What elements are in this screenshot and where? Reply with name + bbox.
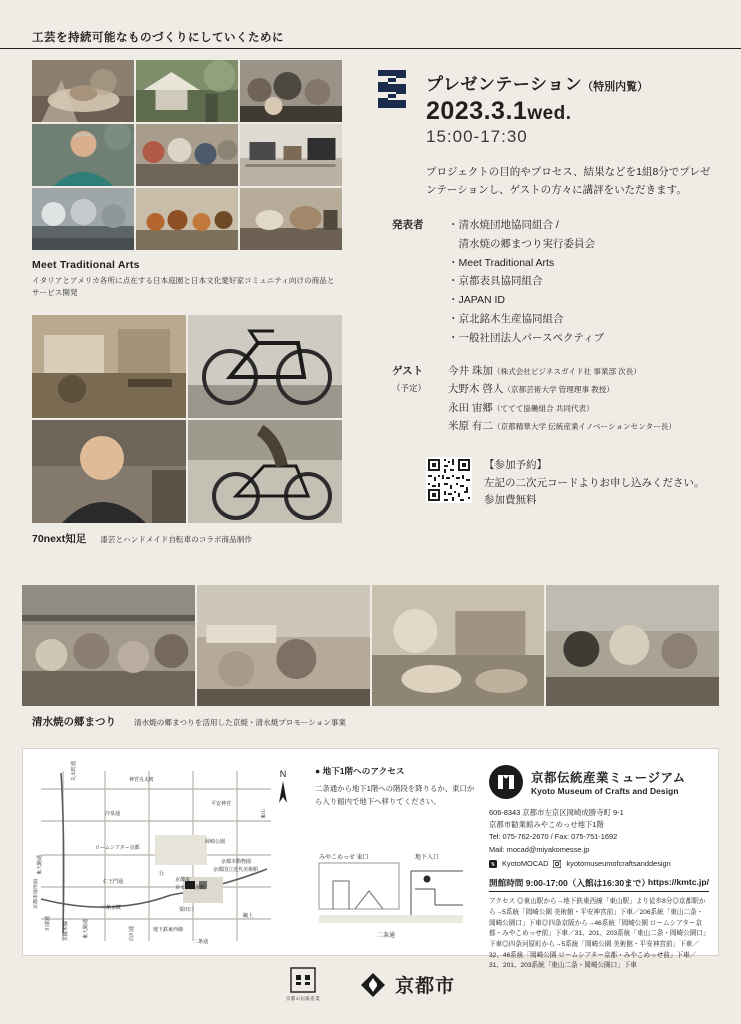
guests-block bbox=[392, 362, 719, 436]
guest-note: （株式会社ビジネスガイド社 事業部 次長） bbox=[492, 366, 641, 376]
apply-text bbox=[484, 457, 705, 509]
svg-text:川端通: 川端通 bbox=[45, 915, 51, 931]
sns-handle-2[interactable]: kyotomuseumofcraftsanddesign bbox=[566, 858, 671, 868]
presentation-title-row bbox=[426, 60, 648, 95]
guest-name: 大野木 啓人 bbox=[448, 383, 504, 396]
photo-bicycle-rider bbox=[188, 420, 342, 523]
svg-text:岡崎公園: 岡崎公園 bbox=[205, 839, 226, 845]
project-1-title: Meet Traditional Arts bbox=[32, 259, 140, 271]
svg-text:蹴上: 蹴上 bbox=[243, 913, 254, 919]
svg-text:三条京阪: 三条京阪 bbox=[101, 905, 122, 911]
museum-info bbox=[489, 765, 709, 972]
presentation-body: プロジェクトの目的やプロセス、結果などを1組8分でプレゼンテーションし、ゲストの方々に講評をいただきます。 bbox=[426, 166, 711, 197]
presentation-header bbox=[372, 60, 719, 147]
museum-name-ja: 京都伝統産業ミュージアム bbox=[531, 771, 686, 785]
svg-text:粟田口: 粟田口 bbox=[179, 907, 195, 913]
museum-hours: 開館時間 9:00-17:00（入館は16:30まで） bbox=[489, 878, 650, 889]
access-info-box bbox=[22, 748, 719, 970]
museum-mail: Mail: mocad@miyakomesse.jp bbox=[489, 844, 590, 854]
svg-text:ロームシアター京都: ロームシアター京都 bbox=[95, 845, 140, 851]
photo-lacquer-workshop bbox=[32, 315, 186, 418]
guests-label-sub: （予定） bbox=[392, 382, 427, 393]
footer bbox=[0, 967, 741, 1002]
photo-festival-street bbox=[22, 585, 195, 706]
left-column bbox=[32, 60, 342, 546]
apply-block bbox=[426, 457, 719, 509]
presentation-panel bbox=[372, 60, 719, 509]
sns-handle-1[interactable]: KyotoMOCAD bbox=[502, 858, 549, 868]
speakers-list bbox=[448, 216, 604, 348]
svg-text:京都市役所前: 京都市役所前 bbox=[33, 878, 39, 909]
project-2-caption bbox=[32, 531, 342, 546]
photo-portrait-man bbox=[32, 124, 134, 186]
svg-text:京セラ美術館: 京セラ美術館 bbox=[175, 885, 206, 891]
page-title: 工芸を持続可能なものづくりにしていくために bbox=[32, 32, 284, 44]
museum-tel: Tel: 075-762-2670 / Fax: 075-751-1692 bbox=[489, 832, 618, 842]
guests-label-text: ゲスト bbox=[392, 364, 424, 377]
photo-festival-pottery bbox=[372, 585, 545, 706]
station-entrance-diagram bbox=[315, 849, 480, 941]
svg-text:二条通: 二条通 bbox=[193, 939, 209, 945]
access-text: 二条通から地下1階への階段を降りるか、東口から入り館内で地下へ移りてください。 bbox=[315, 784, 475, 806]
kyoto-city-logo bbox=[360, 971, 455, 998]
photo-craft-objects bbox=[240, 188, 342, 250]
access-column bbox=[315, 765, 475, 808]
svg-text:東山: 東山 bbox=[261, 808, 267, 819]
header-divider bbox=[0, 48, 741, 49]
list-item bbox=[448, 417, 676, 435]
museum-hours-row bbox=[489, 877, 709, 892]
presentation-date: 2023.3.1 bbox=[426, 97, 528, 125]
project-3-title: 清水焼の郷まつり bbox=[32, 716, 116, 728]
s-mark-logo-icon bbox=[372, 66, 412, 112]
svg-text:冷泉通: 冷泉通 bbox=[105, 811, 121, 817]
photo-workbench-tools bbox=[240, 124, 342, 186]
list-item: ・JAPAN ID bbox=[448, 294, 505, 307]
svg-text:丸太町通: 丸太町通 bbox=[71, 760, 77, 781]
svg-text:京都市: 京都市 bbox=[175, 877, 191, 883]
svg-text:東大路通: 東大路通 bbox=[83, 918, 89, 939]
twitter-icon bbox=[489, 860, 497, 868]
address-line-1: 606-8343 京都市左京区岡崎成勝寺町 9-1 bbox=[489, 808, 624, 817]
museum-header bbox=[489, 765, 709, 799]
photo-tea-canisters bbox=[136, 188, 238, 250]
list-item bbox=[448, 399, 676, 417]
area-map bbox=[33, 759, 301, 947]
list-item: ・京都表具協同組合 bbox=[448, 275, 543, 288]
svg-text:二条通: 二条通 bbox=[377, 933, 396, 939]
project-1-description: イタリアとアメリカ各所に点在する日本庭園と日本文化愛好家コミュニティ向けの商品とサービス開発 bbox=[32, 276, 335, 297]
museum-url[interactable]: https://kmtc.jp/ bbox=[647, 877, 709, 888]
access-title-text: 地下1階へのアクセス bbox=[322, 766, 405, 776]
list-item bbox=[448, 362, 676, 380]
list-item: ・Meet Traditional Arts bbox=[448, 256, 555, 269]
kyoto-traditional-crafts-logo bbox=[286, 967, 320, 1002]
crafts-logo-caption: 京都の伝統産業 bbox=[285, 996, 321, 1001]
guest-note: （ててて協働組合 共同代表） bbox=[492, 403, 594, 413]
project-2-photo-grid bbox=[32, 315, 342, 523]
guest-name: 永田 宙郷 bbox=[448, 401, 493, 414]
presentation-weekday: wed. bbox=[527, 103, 572, 124]
photo-crowd-workshop bbox=[240, 60, 342, 122]
photo-garden-tent bbox=[136, 60, 238, 122]
svg-text:神宮丸太町: 神宮丸太町 bbox=[129, 777, 155, 783]
svg-text:白川通: 白川通 bbox=[129, 925, 135, 941]
access-title bbox=[315, 765, 475, 777]
list-item: ・京北銘木生産協同組合 bbox=[448, 313, 564, 326]
svg-text:地下入口: 地下入口 bbox=[415, 855, 440, 861]
mocad-logo-icon bbox=[489, 765, 523, 799]
photo-festival-stalls bbox=[197, 585, 370, 706]
museum-name-en: Kyoto Museum of Crafts and Design bbox=[531, 786, 679, 796]
project-3-caption bbox=[32, 714, 346, 729]
guest-note: （京都精華大学 伝統産業イノベーションセンター長） bbox=[492, 422, 676, 432]
svg-text:東大路通: 東大路通 bbox=[37, 854, 43, 875]
presentation-date-row bbox=[426, 97, 648, 126]
guests-list bbox=[448, 362, 676, 436]
apply-line-2: 参加費無料 bbox=[484, 494, 537, 507]
speakers-label: 発表者 bbox=[392, 218, 424, 231]
museum-sns bbox=[489, 858, 709, 871]
photo-group-workshop bbox=[32, 188, 134, 250]
project-2-description: 漆芸とハンドメイド自転車のコラボ商品制作 bbox=[100, 534, 252, 544]
qr-code-icon[interactable] bbox=[426, 457, 472, 503]
museum-address bbox=[489, 807, 709, 856]
svg-text:地下鉄東西線: 地下鉄東西線 bbox=[153, 927, 184, 933]
photo-bicycle-frame bbox=[188, 315, 342, 418]
address-line-2: 京都市勧業館みやこめっせ地下1階 bbox=[489, 820, 604, 830]
museum-access-text: アクセス ◎東山駅から→地下鉄東西線「東山駅」より徒歩8分◎京都駅から→5系統「岡崎公園 美術館・平安神宮前」下車／206系統「東山二条・岡崎公園口」下車◎四条京阪から→46系統「岡崎公園 ロームシアター京都・みやこめっせ前」下車／31、201、203系統「東山二条・岡崎公園口」下車◎四条河原町から→5系統「岡崎公園 美術館・平安神宮前」下車／32、46系統「岡崎公園 ロームシアター京都・みやこめっせ前」下車／31、201、203系統「東山二条・岡崎公園口」下車 bbox=[489, 898, 707, 970]
photo-pottery-wheel bbox=[32, 60, 134, 122]
svg-text:平安神宮: 平安神宮 bbox=[211, 801, 232, 807]
apply-line-1: 左記の二次元コードよりお申し込みください。 bbox=[484, 476, 705, 489]
presentation-title: プレゼンテーション bbox=[426, 75, 583, 94]
speakers-block bbox=[392, 216, 719, 348]
crafts-mark-icon bbox=[290, 967, 316, 993]
photo-festival-visitors bbox=[546, 585, 719, 706]
list-item: 清水焼の郷まつり実行委員会 bbox=[448, 237, 595, 250]
svg-text:N: N bbox=[279, 769, 287, 779]
apply-title: 【参加予約】 bbox=[484, 459, 547, 472]
svg-text:京阪本線: 京阪本線 bbox=[63, 920, 69, 941]
project-1-photo-grid bbox=[32, 60, 342, 250]
svg-text:京都市動物園: 京都市動物園 bbox=[221, 859, 252, 865]
svg-text:みやこめっせ 東口: みやこめっせ 東口 bbox=[319, 855, 369, 861]
guest-note: （京都芸術大学 管理理事 教授） bbox=[503, 385, 614, 395]
list-item: ・清水焼団地協同組合 / bbox=[448, 218, 559, 231]
list-item bbox=[448, 380, 676, 398]
project-3-photo-band bbox=[22, 585, 719, 706]
kyoto-city-text: 京都市 bbox=[395, 976, 456, 997]
svg-text:仁王門通: 仁王門通 bbox=[103, 879, 124, 885]
presentation-time: 15:00-17:30 bbox=[426, 127, 528, 146]
bullet-icon: ● bbox=[315, 766, 321, 776]
guest-name: 今井 珠加 bbox=[448, 364, 493, 377]
project-3-description: 清水焼の郷まつりを活用した京焼・清水焼プロモーション事業 bbox=[134, 718, 347, 727]
guest-name: 米原 有二 bbox=[448, 420, 493, 433]
photo-craftsman-portrait bbox=[32, 420, 186, 523]
photo-market-people bbox=[136, 124, 238, 186]
svg-text:京都国立近代美術館: 京都国立近代美術館 bbox=[213, 867, 259, 873]
list-item: ・一般社団法人パースペクティブ bbox=[448, 332, 605, 345]
kyoto-city-mark-icon bbox=[360, 972, 386, 998]
project-2-title: 70next知足 bbox=[32, 532, 87, 545]
svg-text:行: 行 bbox=[159, 871, 165, 877]
presentation-title-sub: （特別内覧） bbox=[582, 81, 649, 93]
instagram-icon bbox=[553, 860, 561, 868]
guests-label bbox=[392, 362, 448, 436]
